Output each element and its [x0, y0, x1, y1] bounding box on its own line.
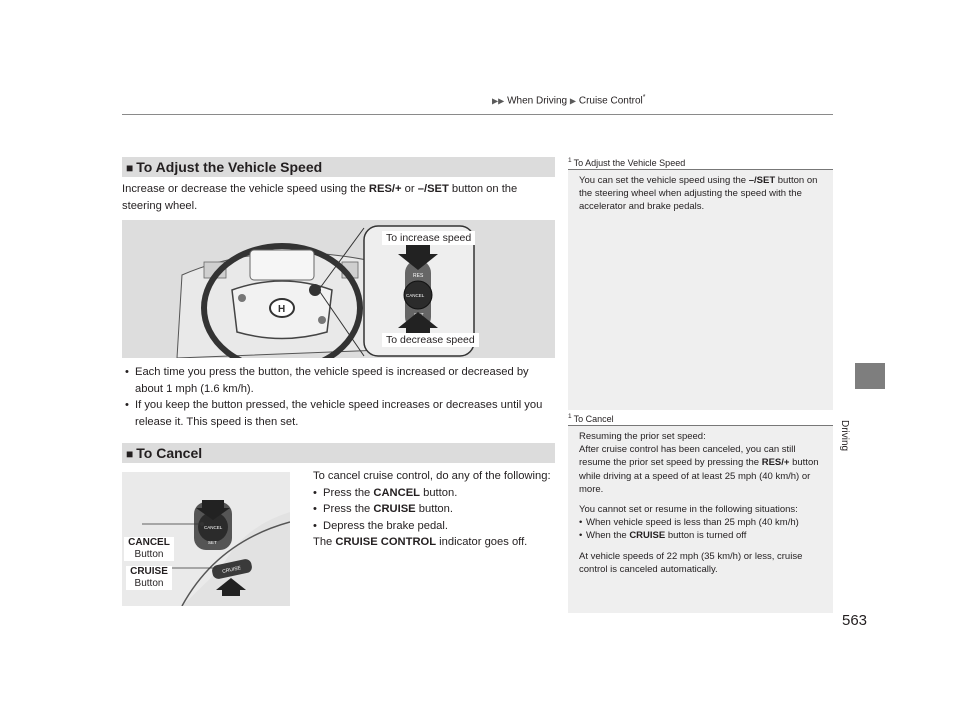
note-divider [568, 169, 833, 170]
note-divider [568, 425, 833, 426]
breadcrumb [492, 94, 646, 106]
steering-wheel-drawing [122, 220, 555, 358]
cancel-intro: To cancel cruise control, do any of the following: [313, 470, 551, 482]
cancel-button-label: CANCEL [406, 293, 425, 298]
label-cruise-button: CRUISE Button [126, 566, 172, 590]
img-cancel-label: CANCEL [204, 525, 223, 530]
section-marker-icon: ■ [126, 161, 134, 175]
adjust-intro: Increase or decrease the vehicle speed using the RES/+ or –/SET button on the steering wheel. [122, 183, 518, 212]
adjust-bullets [125, 364, 553, 430]
label-decrease-speed: To decrease speed [382, 333, 479, 347]
img-set-label: SET [208, 540, 217, 545]
page-number: 563 [842, 612, 868, 629]
section-header-adjust [122, 157, 555, 177]
header-divider [122, 114, 833, 115]
up-arrow-icon [216, 578, 246, 596]
cancel-instructions [313, 468, 553, 551]
section-title: To Adjust the Vehicle Speed [136, 159, 323, 175]
label-cancel-button: CANCEL Button [124, 537, 174, 561]
res-button-label: RES [413, 273, 424, 279]
cancel-outro: The CRUISE CONTROL indicator goes off. [313, 536, 528, 548]
section-title: To Cancel [136, 445, 203, 461]
breadcrumb-item[interactable]: When Driving [507, 95, 568, 107]
list-item: • Press the CANCEL button. [313, 486, 458, 499]
optional-feature-mark: * [642, 94, 646, 101]
svg-text:H: H [278, 304, 286, 315]
breadcrumb-item[interactable]: Cruise Control [578, 95, 643, 107]
chapter-tab-label: Driving [839, 420, 850, 452]
steering-wheel-illustration [122, 220, 555, 358]
list-item: • Press the CRUISE button. [313, 503, 453, 515]
note-text-cancel: Resuming the prior set speed: After cruise control has been canceled, you can still resume the prior set speed by pressing the RES/+ button while driving at a speed of at least 25 mph (40 km/h) or more. You cannot set or resume in the following situations: • When vehicle speed is less than 25 mph (40 km/h) • When the CRUISE button is turned off At vehicle speeds of 22 mph (35 km/h) or less, cruise control is canceled automatically. [579, 430, 829, 576]
note-title-cancel: 1 To Cancel [568, 413, 614, 424]
section-header-cancel [122, 443, 555, 463]
note-title-adjust: 1 To Adjust the Vehicle Speed [568, 157, 686, 168]
img-cruise-label: CRUISE [221, 565, 242, 575]
list-item: • When vehicle speed is less than 25 mph (40 km/h) [579, 517, 799, 529]
section-marker-icon: ■ [126, 447, 134, 461]
list-item: • If you keep the button pressed, the vehicle speed increases or decreases until you release it. This speed is then set. [125, 399, 543, 428]
list-item: • Depress the brake pedal. [313, 519, 449, 532]
label-increase-speed: To increase speed [382, 231, 475, 245]
list-item: • Each time you press the button, the vehicle speed is increased or decreased by about 1 mph (1.6 km/h). [125, 366, 529, 395]
breadcrumb-arrow-icon: ▶▶ [492, 96, 505, 106]
chapter-tab [855, 363, 885, 389]
note-text-adjust: You can set the vehicle speed using the –/SET button on the steering wheel when adjusting the speed with the accelerator and brake pedals. [579, 175, 818, 213]
breadcrumb-arrow-icon: ▶ [569, 96, 577, 106]
list-item: • When the CRUISE button is turned off [579, 530, 747, 542]
